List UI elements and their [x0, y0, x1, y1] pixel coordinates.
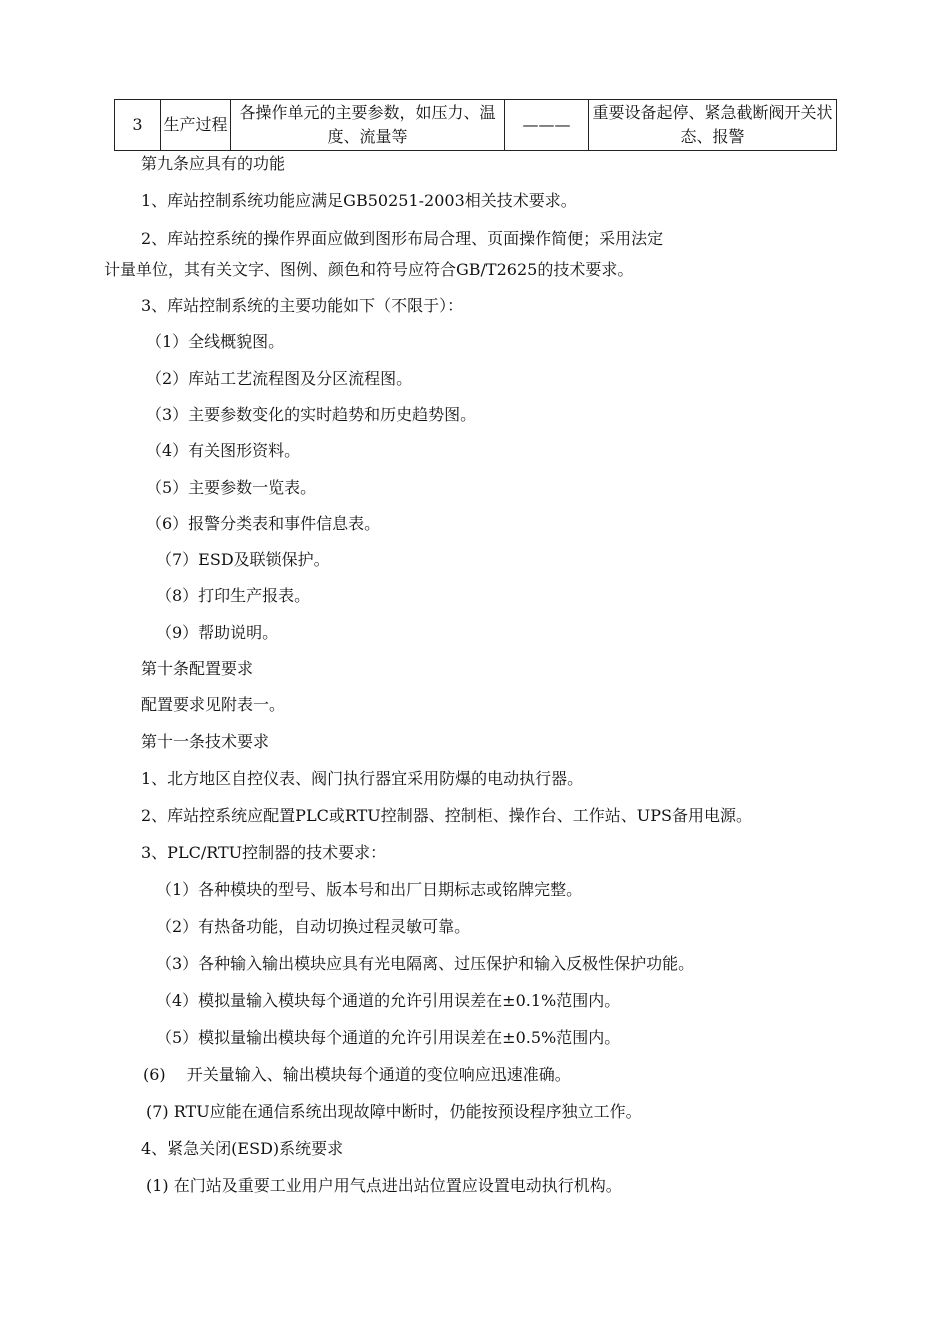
list-item: （4）有关图形资料。	[146, 441, 301, 460]
row-category: 生产过程	[161, 100, 231, 151]
paragraph: 3、库站控制系统的主要功能如下（不限于）：	[141, 296, 464, 315]
list-item: （3）各种输入输出模块应具有光电隔离、过压保护和输入反极性保护功能。	[156, 954, 695, 973]
heading-article-10: 第十条配置要求	[141, 659, 254, 678]
list-item: （5）模拟量输出模块每个通道的允许引用误差在±0.5%范围内。	[156, 1028, 621, 1047]
list-item: （5）主要参数一览表。	[146, 478, 317, 497]
list-item: (1) 在门站及重要工业用户用气点进出站位置应设置电动执行机构。	[146, 1176, 622, 1195]
list-item: （3）主要参数变化的实时趋势和历史趋势图。	[146, 405, 477, 424]
list-item: （9）帮助说明。	[156, 623, 279, 642]
paragraph: 1、北方地区自控仪表、阀门执行器宜采用防爆的电动执行器。	[141, 769, 584, 788]
heading-article-9: 第九条应具有的功能	[141, 154, 286, 173]
heading-article-11: 第十一条技术要求	[141, 732, 270, 751]
list-item: （8）打印生产报表。	[156, 586, 311, 605]
paragraph: 2、库站控系统的操作界面应做到图形布局合理、页面操作简便；采用法定	[141, 229, 664, 248]
list-item: （2）库站工艺流程图及分区流程图。	[146, 369, 413, 388]
list-item: （6）报警分类表和事件信息表。	[146, 514, 381, 533]
row-number: 3	[115, 100, 161, 151]
row-status: 重要设备起停、紧急截断阀开关状态、报警	[589, 100, 837, 151]
list-item: （1）各种模块的型号、版本号和出厂日期标志或铭牌完整。	[156, 880, 583, 899]
paragraph: 1、库站控制系统功能应满足GB50251-2003相关技术要求。	[141, 191, 577, 210]
paragraph: 配置要求见附表一。	[141, 695, 286, 714]
paragraph: 计量单位，其有关文字、图例、颜色和符号应符合GB/T2625的技术要求。	[104, 260, 634, 279]
list-item: （7）ESD及联锁保护。	[156, 550, 330, 569]
paragraph: 2、库站控系统应配置PLC或RTU控制器、控制柜、操作台、工作站、UPS备用电源。	[141, 806, 752, 825]
paragraph: 4、紧急关闭(ESD)系统要求	[141, 1139, 344, 1158]
list-item: （1）全线概貌图。	[146, 332, 285, 351]
table-row	[115, 100, 837, 151]
row-parameters: 各操作单元的主要参数，如压力、温度、流量等	[231, 100, 505, 151]
list-item: （4）模拟量输入模块每个通道的允许引用误差在±0.1%范围内。	[156, 991, 621, 1010]
paragraph: 3、PLC/RTU控制器的技术要求：	[141, 843, 387, 862]
list-item: (7) RTU应能在通信系统出现故障中断时，仍能按预设程序独立工作。	[146, 1102, 642, 1121]
list-item: （2）有热备功能，自动切换过程灵敏可靠。	[156, 917, 471, 936]
list-item: (6) 开关量输入、输出模块每个通道的变位响应迅速准确。	[143, 1065, 571, 1084]
function-table	[114, 99, 837, 151]
row-dash: ———	[505, 100, 589, 151]
